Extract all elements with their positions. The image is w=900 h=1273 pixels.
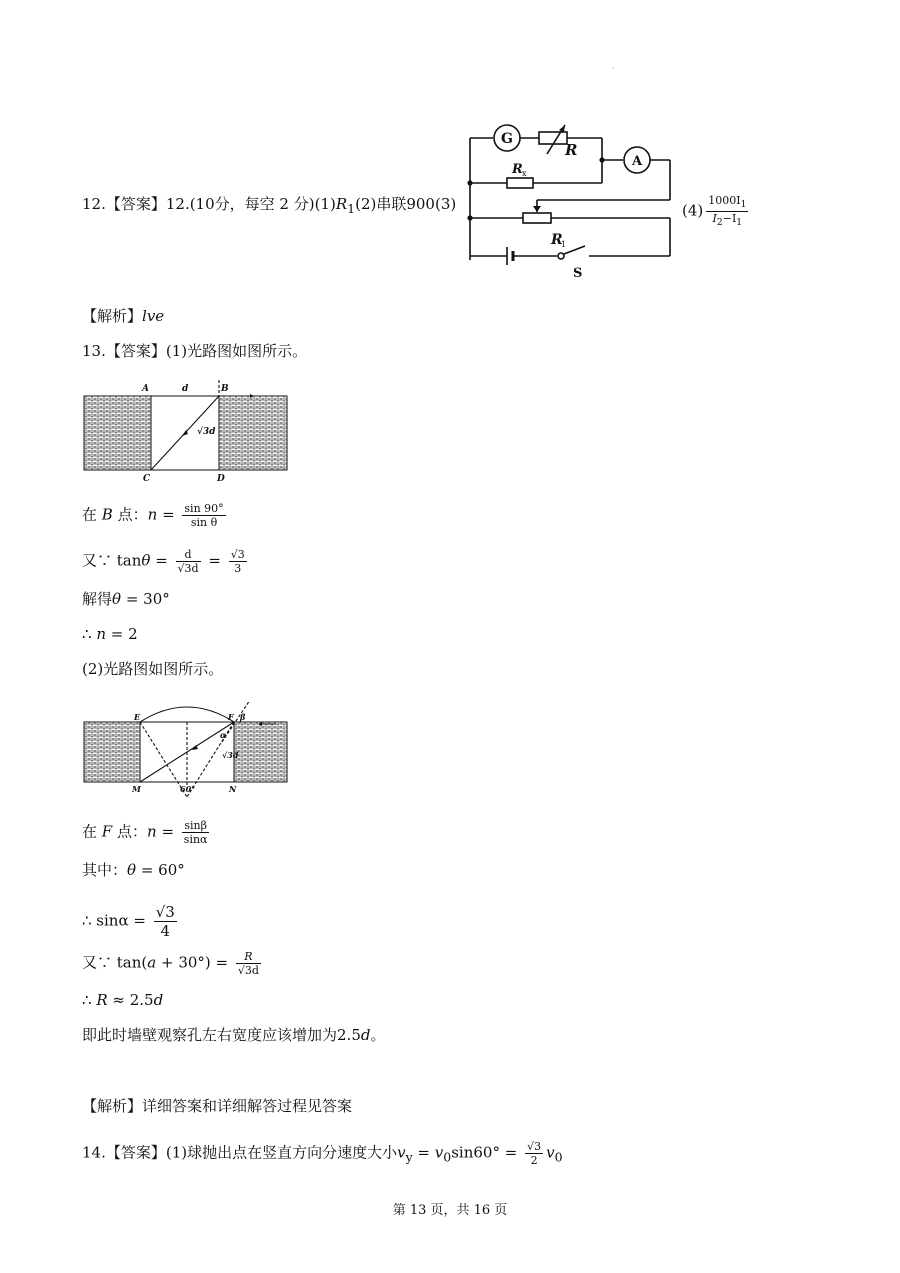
period: 。 (370, 1026, 386, 1044)
q12-answer-line (82, 194, 456, 219)
frac-sqrt3-2 (525, 1140, 543, 1167)
q12-part4-label: (4) (682, 201, 704, 220)
fig1-label-b: B (221, 384, 229, 394)
q13-n-result (82, 624, 138, 644)
q12-prefix: 12.【答案】12.(10分，每空 2 分)(1) (82, 195, 336, 213)
q13-analysis (82, 1096, 352, 1116)
frac-den: 4 (160, 922, 171, 940)
q12-fraction (706, 194, 748, 229)
analysis-text: lve (142, 307, 165, 325)
frac-den: sin θ (190, 516, 218, 529)
var-d: d (360, 1026, 371, 1044)
equals: = (150, 551, 173, 570)
var-a: a (147, 953, 157, 972)
fig2-label-n: N (229, 784, 237, 794)
q12-frac-den-sub2: 2 (716, 217, 723, 229)
var-theta: θ (127, 861, 137, 879)
scan-dot: · (612, 64, 615, 73)
var-theta: θ (141, 551, 151, 570)
text-plus30: + 30°) = (156, 953, 233, 972)
q12-part4 (682, 194, 751, 229)
q12-frac-num: 1000I (708, 194, 741, 207)
circuit-diagram (465, 120, 695, 285)
var-n: n (147, 505, 158, 524)
var-v0-end: v (546, 1143, 555, 1162)
fig2-label-alpha: α (220, 730, 227, 740)
q13-tan-theta (82, 548, 250, 575)
fig2-label-beta: β (240, 712, 246, 722)
text-sin60: sin60° = (451, 1143, 523, 1162)
frac-num: sinβ (182, 819, 210, 833)
analysis-label: 【解析】 (82, 1097, 143, 1115)
var-d: d (153, 991, 164, 1009)
sub-0: 0 (443, 1149, 452, 1165)
analysis-text: 详细答案和详细解答过程见答案 (142, 1097, 353, 1115)
var-n: n (147, 822, 157, 841)
variable-resistor-r (539, 132, 567, 144)
var-n: n (96, 625, 106, 643)
frac-num: √3 (527, 1140, 542, 1153)
fig1-diag-label: √3d (197, 427, 216, 437)
n-value: = 2 (105, 625, 138, 643)
var-r: R (96, 991, 108, 1009)
text-zai: 在 (82, 505, 98, 524)
q12-r1: R (335, 195, 348, 213)
fig2-label-m: M (132, 784, 141, 794)
text-sinalpha: ∴ sinα = (82, 911, 151, 930)
resistor-r1-sub: 1 (561, 240, 567, 249)
q12-mid: (2)串联900(3) (355, 195, 457, 213)
equals: = (203, 551, 226, 570)
optics-figure-1 (82, 378, 292, 483)
frac-num: sin 90° (184, 502, 224, 515)
frac-d-sqrt3d (176, 548, 201, 575)
frac-sinbeta-sinalpha (182, 819, 210, 846)
r-value: ≈ 2.5 (107, 991, 154, 1009)
resistor-rx-sub: x (522, 169, 527, 178)
theta-value: = 60° (136, 861, 185, 879)
frac-r-sqrt3d (236, 950, 261, 977)
q13-solve (82, 589, 170, 609)
q12-r1-sub: 1 (347, 201, 356, 216)
var-f: F (101, 822, 113, 841)
solve-value: = 30° (121, 590, 170, 608)
fig2-label-e: E (134, 712, 141, 722)
q13-part2: (2)光路图如图所示。 (82, 660, 224, 678)
frac-num: √3 (230, 548, 245, 561)
optics-figure-2 (82, 702, 292, 802)
fig1-label-d-corner: D (217, 474, 225, 483)
equals: = (157, 505, 180, 524)
frac-sqrt3-4 (154, 903, 177, 940)
fig1-label-d: d (182, 384, 189, 394)
q13-sinalpha (82, 903, 180, 940)
ammeter-label: A (631, 154, 643, 169)
text-dian: 点： (117, 505, 148, 524)
text-qizhong: 其中： (82, 861, 128, 879)
resistor-r1-label: R (551, 232, 563, 248)
fig1-label-c: C (143, 474, 151, 483)
text-tan: 又∵ tan (82, 551, 142, 570)
potentiometer-r1 (523, 213, 551, 223)
resistor-r-label: R (565, 141, 578, 159)
frac-num: R (244, 950, 253, 963)
q12-frac-den-i2: I (712, 212, 717, 226)
frac-den: √3d (237, 964, 259, 977)
text-zai: 在 (82, 822, 98, 841)
frac-den: √3d (177, 562, 199, 575)
frac-den: 3 (234, 562, 242, 575)
galvanometer-label: G (501, 131, 513, 147)
sub-y: y (405, 1149, 413, 1165)
analysis-label: 【解析】 (82, 307, 143, 325)
frac-sqrt3-3 (229, 548, 247, 575)
text-jiede: 解得 (82, 590, 113, 608)
frac-num: d (176, 548, 201, 562)
fig2-label-f: F (228, 712, 234, 722)
q13-f-point (82, 819, 212, 846)
q12-frac-num-sub: 1 (740, 199, 747, 211)
text-dian: 点： (117, 822, 148, 841)
resistor-rx (507, 178, 533, 188)
q13-conclusion (82, 1025, 385, 1045)
q14-prefix: 14.【答案】(1)球抛出点在竖直方向分速度大小 (82, 1143, 398, 1162)
switch-label: S (573, 266, 583, 281)
var-v0: v (434, 1143, 444, 1162)
q12-frac-den-sub1: 1 (736, 217, 743, 229)
resistor-rx-label: R (512, 162, 523, 177)
q13-r-result (82, 990, 163, 1010)
frac-sin90-sintheta (182, 502, 225, 529)
var-theta: θ (112, 590, 122, 608)
q13-where (82, 860, 185, 880)
q13-header: 13.【答案】(1)光路图如图所示。 (82, 342, 308, 360)
q13-tan-a30 (82, 950, 264, 977)
equals: = (412, 1143, 435, 1162)
var-v: v (397, 1143, 406, 1162)
frac-num: √3 (155, 903, 175, 921)
sub-0-end: 0 (554, 1149, 563, 1165)
frac-den: sinα (183, 833, 208, 846)
therefore: ∴ (82, 991, 97, 1009)
fig2-angle-label: 60° (180, 784, 196, 794)
conclusion-text: 即此时墙壁观察孔左右宽度应该增加为2.5 (82, 1026, 361, 1044)
q12-analysis (82, 306, 164, 326)
q12-frac-den-minus: −I (722, 212, 737, 226)
q14-answer-line (82, 1140, 563, 1168)
frac-den: 2 (530, 1154, 538, 1167)
fig2-diag-label: √3d (222, 750, 239, 760)
var-b: B (101, 505, 113, 524)
page-footer: 第 13 页，共 16 页 (392, 1203, 508, 1218)
q13-b-point (82, 502, 229, 529)
text-tan: 又∵ tan( (82, 953, 148, 972)
equals: = (156, 822, 179, 841)
therefore: ∴ (82, 625, 97, 643)
fig1-label-a: A (142, 384, 149, 394)
